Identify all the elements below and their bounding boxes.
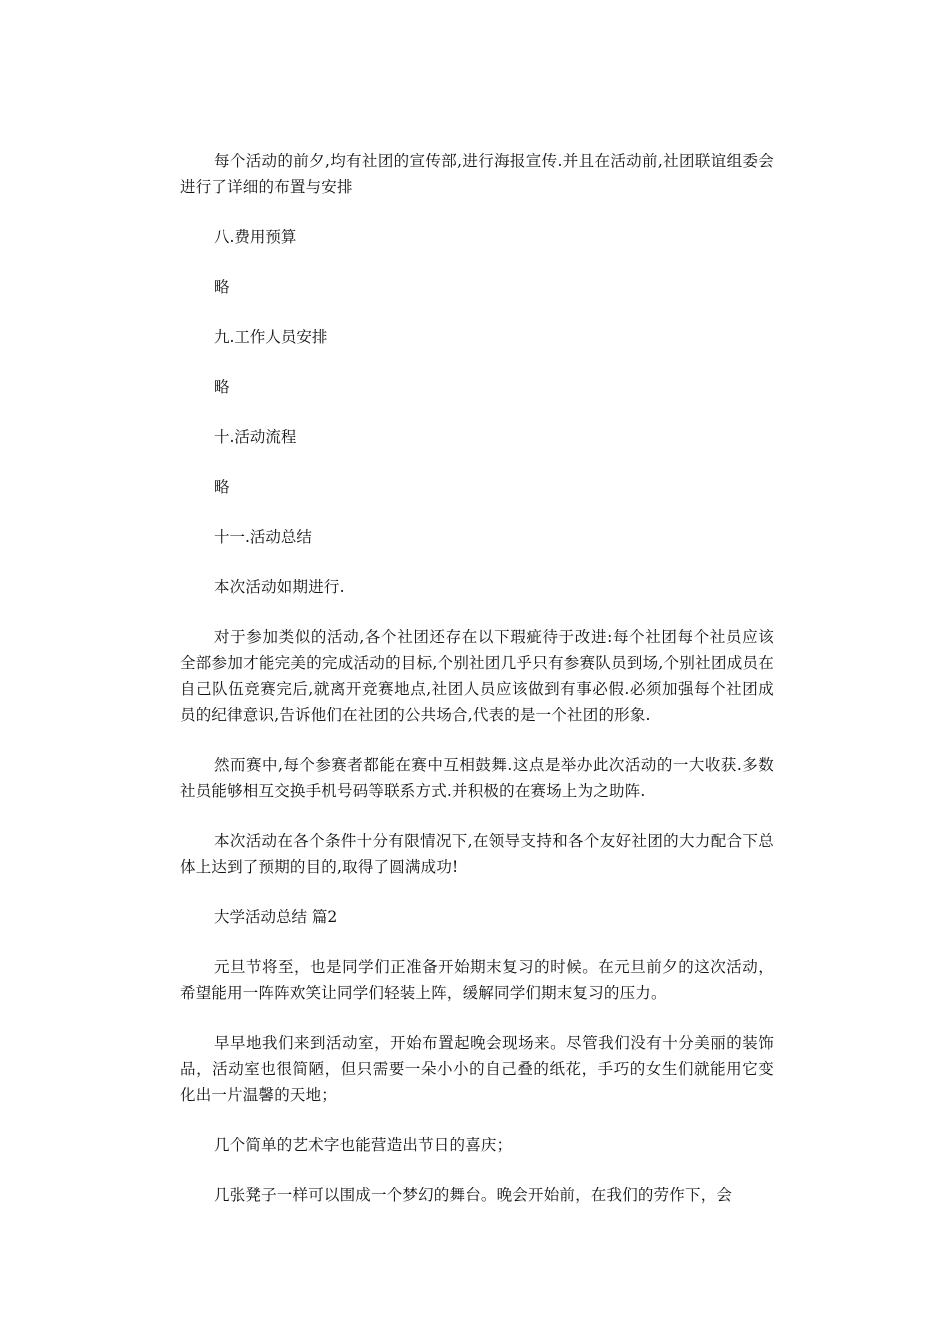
section-heading: 十.活动流程 xyxy=(214,428,297,446)
section-heading: 大学活动总结 篇2 xyxy=(214,908,338,926)
paragraph: 然而赛中,每个参赛者都能在赛中互相鼓舞.这点是举办此次活动的一大收获.多数社员能够相互交换手机号码等联系方式.并积极的在赛场上为之助阵. xyxy=(180,756,774,800)
paragraph: 几个简单的艺术字也能营造出节日的喜庆； xyxy=(214,1136,513,1154)
section-heading: 八.费用预算 xyxy=(214,228,297,246)
section-heading: 十一.活动总结 xyxy=(214,528,312,546)
paragraph: 几张凳子一样可以围成一个梦幻的舞台。晚会开始前，在我们的劳作下，会 xyxy=(214,1186,733,1204)
paragraph: 每个活动的前夕,均有社团的宣传部,进行海报宣传.并且在活动前,社团联谊组委会进行了详细的布置与安排 xyxy=(180,152,774,196)
paragraph: 元旦节将至，也是同学们正准备开始期末复习的时候。在元旦前夕的这次活动，希望能用一阵阵欢笑让同学们轻装上阵，缓解同学们期末复习的压力。 xyxy=(180,958,774,1002)
paragraph: 对于参加类似的活动,各个社团还存在以下瑕疵待于改进:每个社团每个社员应该全部参加才能完美的完成活动的目标,个别社团几乎只有参赛队员到场,个别社团成员在自己队伍竞赛完后,就离开竞赛地点,社团人员应该做到有事必假.必须加强每个社团成员的纪律意识,告诉他们在社团的公共场合,代表的是一个社团的形象. xyxy=(180,628,774,724)
paragraph: 略 xyxy=(214,278,230,296)
document-page xyxy=(180,148,774,1232)
paragraph: 本次活动如期进行. xyxy=(214,578,345,596)
paragraph: 略 xyxy=(214,478,230,496)
section-heading: 九.工作人员安排 xyxy=(214,328,328,346)
paragraph: 本次活动在各个条件十分有限情况下,在领导支持和各个友好社团的大力配合下总体上达到了预期的目的,取得了圆满成功! xyxy=(180,832,774,876)
paragraph: 略 xyxy=(214,378,230,396)
paragraph: 早早地我们来到活动室，开始布置起晚会现场来。尽管我们没有十分美丽的装饰品，活动室也很简陋，但只需要一朵小小的自己叠的纸花，手巧的女生们就能用它变化出一片温馨的天地； xyxy=(180,1034,774,1104)
